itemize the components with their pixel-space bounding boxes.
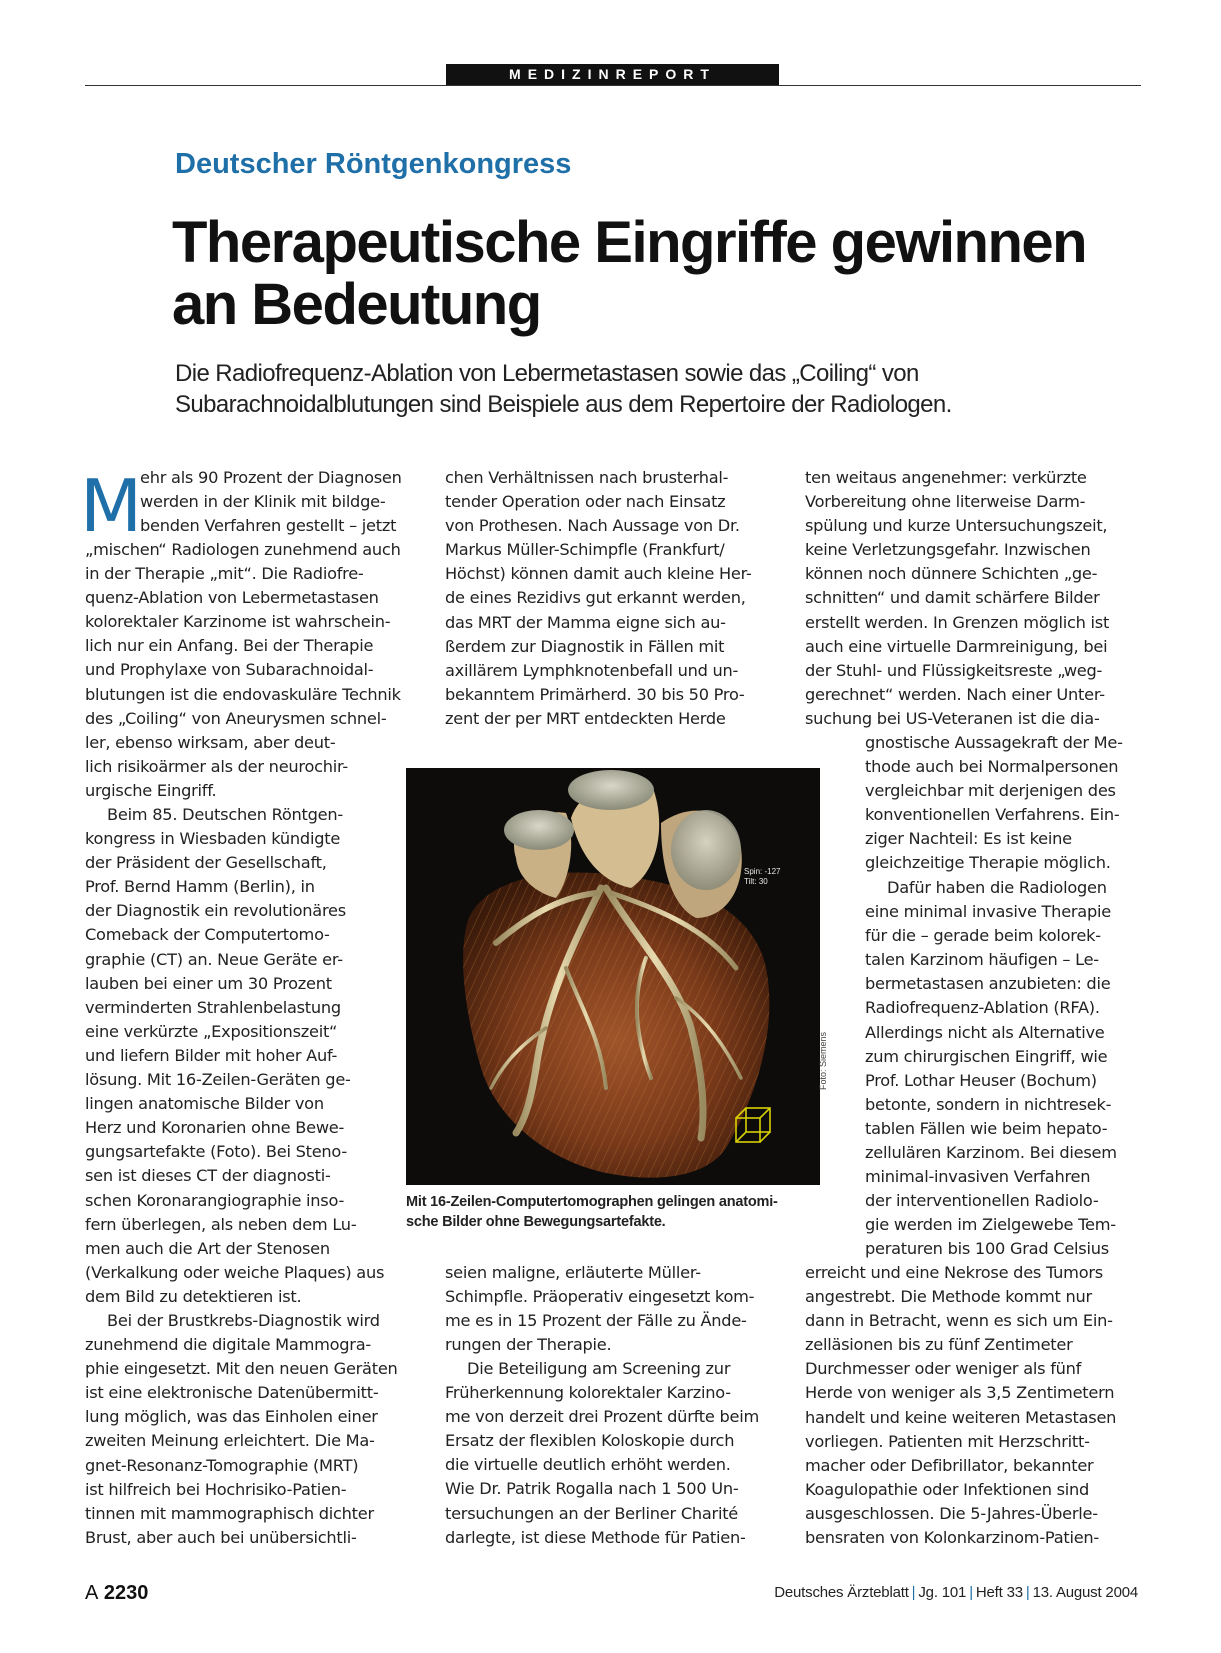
journal-info (774, 1584, 1138, 1601)
text-line: Comeback der Computertomo- (85, 925, 330, 945)
photo-credit: Foto: Siemens (818, 1031, 828, 1090)
text-line: gleichzeitige Therapie möglich. (865, 853, 1111, 873)
text-line: zent der per MRT entdeckten Herde (445, 708, 726, 728)
text-line: tender Operation oder nach Einsatz (445, 492, 726, 512)
text-line: thode auch bei Normalpersonen (865, 757, 1119, 777)
heart-ct-image (406, 768, 820, 1185)
col2-para3 (445, 1357, 780, 1550)
text-line: auch eine virtuelle Darmreinigung, bei (805, 636, 1108, 656)
text-line: dem Bild zu detektieren ist. (85, 1287, 302, 1307)
text-line: Bei der Brustkrebs-Diagnostik wird (107, 1311, 380, 1330)
col3-para1-cont (865, 731, 1141, 876)
text-line: Prof. Lothar Heuser (Bochum) (865, 1070, 1097, 1090)
col1-para2 (85, 803, 365, 1261)
caption-line: Mit 16-Zeilen-Computertomographen gelingen anatomi- (406, 1194, 778, 1210)
text-line: rungen der Therapie. (445, 1335, 612, 1355)
text-line: bensraten von Kolonkarzinom-Patien- (805, 1528, 1100, 1548)
text-line: lich risikoärmer als der neurochir- (85, 756, 348, 776)
page-number (85, 1582, 148, 1605)
text-line: axillärem Lymphknotenbefall und un- (445, 660, 739, 680)
header-rule (85, 85, 1141, 86)
text-line: der Stuhl- und Flüssigkeitsreste „weg- (805, 660, 1103, 680)
text-line: Koagulopathie oder Infektionen sind (805, 1479, 1090, 1499)
text-line: bermetastasen anzubieten: die (865, 974, 1111, 994)
page-number-value: 2230 (103, 1582, 149, 1604)
headline (172, 212, 1132, 336)
kicker-title: Deutscher Röntgenkongress (175, 148, 572, 180)
text-line: benden Verfahren gestellt – jetzt (140, 516, 397, 536)
text-line: Schimpfle. Präoperativ eingesetzt kom- (445, 1287, 755, 1307)
text-line: gerechnet“ werden. Nach einer Unter- (805, 684, 1105, 704)
text-line: Dafür haben die Radiologen (887, 878, 1107, 897)
text-line: der Diagnostik ein revolutionäres (85, 901, 346, 921)
col1-para3 (85, 1309, 406, 1550)
standfirst (175, 358, 1075, 420)
text-line: Brust, aber auch bei unübersichtli- (85, 1527, 357, 1547)
standfirst-line: Die Radiofrequenz-Ablation von Lebermetastasen sowie das „Coiling“ von (175, 360, 919, 387)
text-line: (Verkalkung oder weiche Plaques) aus (85, 1263, 385, 1282)
text-line: betonte, sondern in nichtresek- (865, 1094, 1112, 1114)
text-line: tersuchungen an der Berliner Charité (445, 1503, 739, 1523)
text-line: gnostische Aussagekraft der Me- (865, 733, 1123, 752)
text-line: Allerdings nicht als Alternative (865, 1022, 1105, 1042)
headline-line: Therapeutische Eingriffe gewinnen (172, 210, 1087, 275)
text-line: von Prothesen. Nach Aussage von Dr. (445, 516, 740, 536)
text-line: ausgeschlossen. Die 5-Jahres-Überle- (805, 1503, 1098, 1523)
text-line: können noch dünnere Schichten „ge- (805, 564, 1098, 584)
text-line: zweiten Meinung erleichtert. Die Ma- (85, 1431, 375, 1451)
text-line: macher oder Defibrillator, bekannter (805, 1455, 1094, 1475)
text-line: tablen Fällen wie beim hepato- (865, 1118, 1108, 1138)
text-line: fern überlegen, als neben dem Lu- (85, 1214, 357, 1234)
text-line: kolorektaler Karzinome ist wahrschein- (85, 612, 391, 632)
text-line: Ersatz der flexiblen Koloskopie durch (445, 1431, 735, 1451)
text-line: der Präsident der Gesellschaft, (85, 853, 327, 873)
text-line: Höchst) können damit auch kleine Her- (445, 564, 752, 584)
text-line: graphie (CT) an. Neue Geräte er- (85, 949, 343, 969)
text-line: seien maligne, erläuterte Müller- (445, 1263, 701, 1282)
text-line: gungsartefakte (Foto). Bei Steno- (85, 1142, 347, 1162)
text-line: kongress in Wiesbaden kündigte (85, 829, 341, 849)
text-line: die virtuelle deutlich erhöht werden. (445, 1455, 731, 1475)
text-line: ziger Nachteil: Es ist keine (865, 829, 1072, 849)
text-line: und Prophylaxe von Subarachnoidal- (85, 660, 374, 680)
text-line: lauben bei einer um 30 Prozent (85, 973, 332, 993)
col1-para1a (140, 466, 406, 538)
figure-caption (406, 1192, 824, 1232)
text-line: ßerdem zur Diagnostik in Fällen mit (445, 636, 725, 656)
text-line: zum chirurgischen Eingriff, wie (865, 1046, 1108, 1066)
text-line: talen Karzinom häufigen – Le- (865, 950, 1099, 970)
text-line: minimal-invasiven Verfahren (865, 1167, 1091, 1187)
journal-issue: Heft 33 (975, 1584, 1023, 1601)
text-line: das MRT der Mamma eigne sich au- (445, 612, 726, 632)
text-line: zunehmend die digitale Mammogra- (85, 1335, 371, 1355)
text-line: erstellt werden. In Grenzen möglich ist (805, 612, 1110, 632)
text-line: verminderten Strahlenbelastung (85, 997, 341, 1017)
text-line: lingen anatomische Bilder von (85, 1094, 324, 1114)
text-line: darlegte, ist diese Methode für Patien- (445, 1527, 746, 1547)
text-line: lich nur ein Anfang. Bei der Therapie (85, 636, 374, 656)
text-line: Die Beteiligung am Screening zur (467, 1359, 731, 1378)
text-line: vorliegen. Patienten mit Herzschritt- (805, 1431, 1090, 1451)
text-line: Herde von weniger als 3,5 Zentimetern (805, 1383, 1115, 1403)
text-line: Früherkennung kolorektaler Karzino- (445, 1383, 731, 1403)
caption-line: sche Bilder ohne Bewegungsartefakte. (406, 1214, 666, 1230)
spin-readout: Spin: -127 (744, 867, 781, 876)
text-line: Vorbereitung ohne literweise Darm- (805, 492, 1086, 512)
col2-para1 (445, 466, 780, 731)
drop-cap: M (80, 464, 143, 548)
text-line: men auch die Art der Stenosen (85, 1238, 330, 1258)
text-line: tinnen mit mammographisch dichter (85, 1503, 374, 1523)
text-line: konventionellen Verfahrens. Ein- (865, 805, 1120, 825)
text-line: „mischen“ Radiologen zunehmend auch (85, 540, 401, 559)
page-prefix: A (85, 1582, 99, 1604)
journal-date: 13. August 2004 (1032, 1584, 1138, 1601)
text-line: dann in Betracht, wenn es sich um Ein- (805, 1311, 1113, 1331)
text-line: keine Verletzungsgefahr. Inzwischen (805, 540, 1091, 560)
text-line: Prof. Bernd Hamm (Berlin), in (85, 877, 315, 897)
text-line: me von derzeit drei Prozent dürfte beim (445, 1407, 759, 1427)
text-line: des „Coiling“ von Aneurysmen schnel- (85, 708, 387, 728)
text-line: schen Koronarangiographie inso- (85, 1190, 345, 1210)
text-line: zellulären Karzinom. Bei diesem (865, 1143, 1117, 1163)
text-line: de eines Rezidivs gut erkannt werden, (445, 588, 746, 608)
col2-para2 (445, 1261, 780, 1357)
text-line: eine verkürzte „Expositionszeit“ (85, 1021, 338, 1041)
text-line: und liefern Bilder mit hoher Auf- (85, 1045, 338, 1065)
text-line: quenz-Ablation von Lebermetastasen (85, 588, 379, 608)
col1-para1b (85, 538, 406, 803)
text-line: werden in der Klinik mit bildge- (140, 492, 386, 512)
separator: | (911, 1584, 916, 1601)
text-line: chen Verhältnissen nach brusterhal- (445, 468, 729, 487)
text-line: peraturen bis 100 Grad Celsius (865, 1239, 1109, 1259)
text-line: erreicht und eine Nekrose des Tumors (805, 1263, 1103, 1282)
text-line: ler, ebenso wirksam, aber deut- (85, 732, 336, 752)
text-line: ten weitaus angenehmer: verkürzte (805, 468, 1087, 487)
text-line: me es in 15 Prozent der Fälle zu Ände- (445, 1311, 747, 1331)
headline-line: an Bedeutung (172, 272, 541, 337)
standfirst-line: Subarachnoidalblutungen sind Beispiele aus dem Repertoire der Radiologen. (175, 391, 952, 418)
text-line: urgische Eingriff. (85, 780, 217, 800)
text-line: ist eine elektronische Datenübermitt- (85, 1383, 379, 1403)
text-line: angestrebt. Die Methode kommt nur (805, 1287, 1092, 1307)
text-line: phie eingesetzt. Mit den neuen Geräten (85, 1359, 398, 1379)
journal-volume: Jg. 101 (918, 1584, 967, 1601)
text-line: gie werden im Zielgewebe Tem- (865, 1215, 1116, 1235)
text-line: in der Therapie „mit“. Die Radiofre- (85, 564, 364, 584)
text-line: spülung und kurze Untersuchungszeit, (805, 516, 1108, 536)
section-label: MEDIZINREPORT (446, 64, 779, 85)
col3-para2 (865, 876, 1141, 1262)
separator: | (969, 1584, 973, 1601)
text-line: handelt und keine weiteren Metastasen (805, 1407, 1117, 1427)
text-line: Herz und Koronarien ohne Bewe- (85, 1118, 345, 1138)
tilt-readout: Tilt: 30 (744, 877, 768, 886)
text-line: sen ist dieses CT der diagnosti- (85, 1166, 331, 1186)
col3-para3 (805, 1261, 1141, 1550)
text-line: Beim 85. Deutschen Röntgen- (107, 805, 343, 824)
text-line: schnitten“ und damit schärfere Bilder (805, 588, 1100, 608)
col1-para2-end (85, 1261, 406, 1309)
text-line: blutungen ist die endovaskuläre Technik (85, 684, 401, 704)
text-line: Radiofrequenz-Ablation (RFA). (865, 998, 1100, 1018)
text-line: ist hilfreich bei Hochrisiko-Patien- (85, 1479, 347, 1499)
separator: | (1025, 1584, 1030, 1601)
text-line: lung möglich, was das Einholen einer (85, 1407, 378, 1427)
text-line: für die – gerade beim kolorek- (865, 926, 1101, 946)
text-line: lösung. Mit 16-Zeilen-Geräten ge- (85, 1070, 351, 1090)
text-line: gnet-Resonanz-Tomographie (MRT) (85, 1455, 359, 1475)
text-line: Wie Dr. Patrik Rogalla nach 1 500 Un- (445, 1479, 739, 1499)
text-line: vergleichbar mit derjenigen des (865, 781, 1116, 801)
text-line: ehr als 90 Prozent der Diagnosen (140, 468, 402, 487)
heart-ct-photo (406, 768, 820, 1185)
text-line: Durchmesser oder weniger als fünf (805, 1359, 1082, 1379)
text-line: bekanntem Primärherd. 30 bis 50 Pro- (445, 684, 745, 704)
journal-name: Deutsches Ärzteblatt (774, 1584, 909, 1601)
text-line: suchung bei US-Veteranen ist die dia- (805, 708, 1100, 728)
text-line: Markus Müller-Schimpfle (Frankfurt/ (445, 540, 725, 560)
col3-para1 (805, 466, 1141, 731)
text-line: zelläsionen bis zu fünf Zentimeter (805, 1335, 1073, 1355)
text-line: der interventionellen Radiolo- (865, 1191, 1099, 1211)
text-line: eine minimal invasive Therapie (865, 902, 1111, 922)
